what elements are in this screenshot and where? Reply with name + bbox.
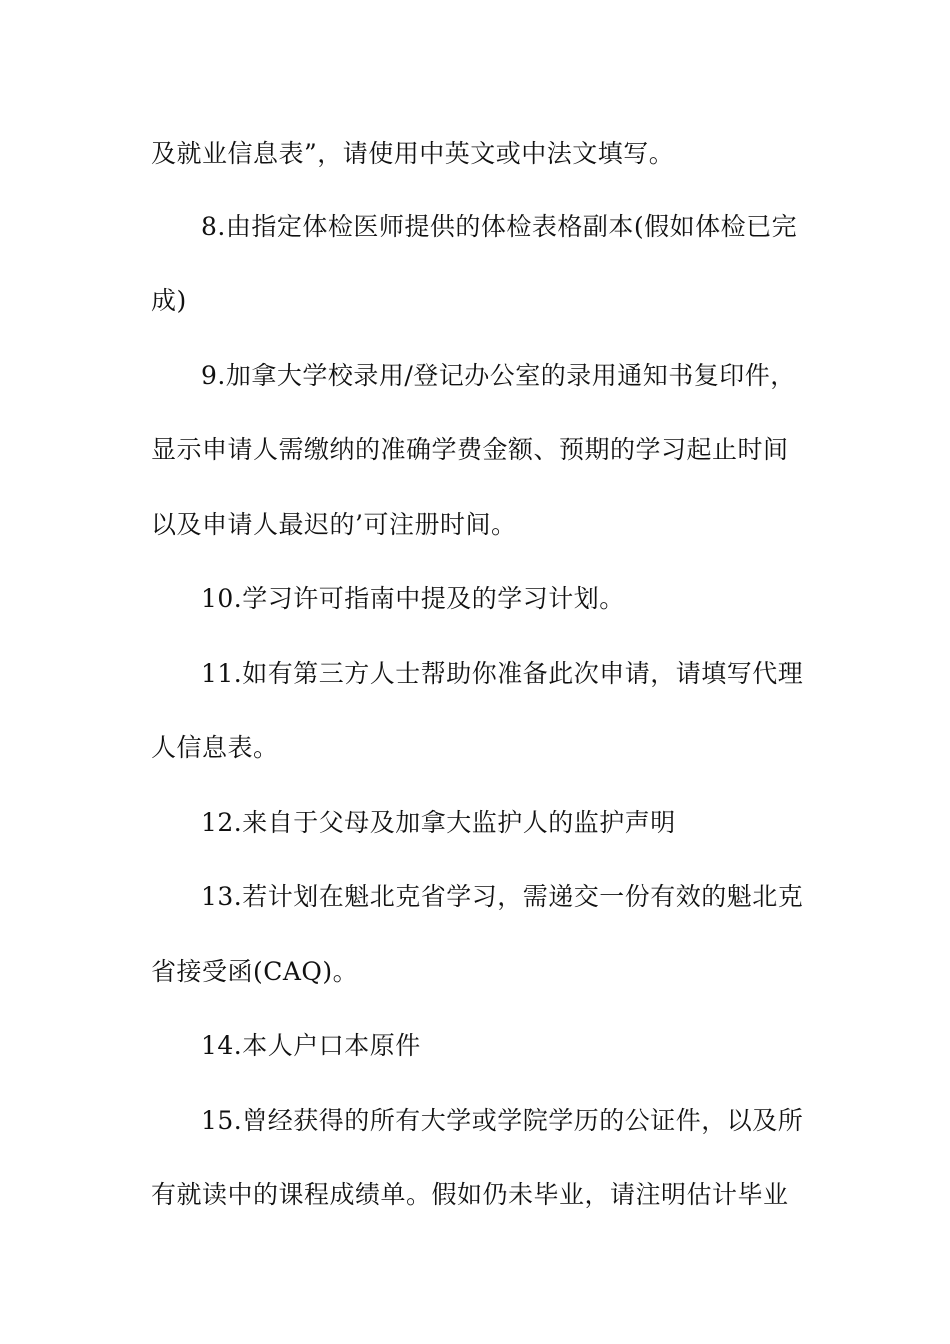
text-line: 10.学习许可指南中提及的学习计划。 — [201, 584, 625, 613]
text-line: 以及申请人最迟的’可注册时间。 — [151, 510, 517, 539]
text-line: 人信息表。 — [151, 733, 279, 762]
text-line: 省接受函(CAQ)。 — [151, 957, 359, 986]
text-line: 13.若计划在魁北克省学习，需递交一份有效的魁北克 — [201, 882, 804, 911]
text-line: 有就读中的课程成绩单。假如仍未毕业，请注明估计毕业 — [151, 1180, 789, 1209]
text-line: 12.来自于父母及加拿大监护人的监护声明 — [201, 808, 676, 837]
text-line: 及就业信息表”，请使用中英文或中法文填写。 — [151, 139, 675, 168]
text-line: 成) — [151, 286, 187, 315]
text-line: 9.加拿大学校录用/登记办公室的录用通知书复印件， — [201, 361, 796, 390]
text-line: 显示申请人需缴纳的准确学费金额、预期的学习起止时间 — [151, 435, 789, 464]
text-line: 15.曾经获得的所有大学或学院学历的公证件，以及所 — [201, 1106, 804, 1135]
text-line: 8.由指定体检医师提供的体检表格副本(假如体检已完 — [201, 212, 798, 241]
text-line: 11.如有第三方人士帮助你准备此次申请，请填写代理 — [201, 659, 804, 688]
text-line: 14.本人户口本原件 — [201, 1031, 421, 1060]
